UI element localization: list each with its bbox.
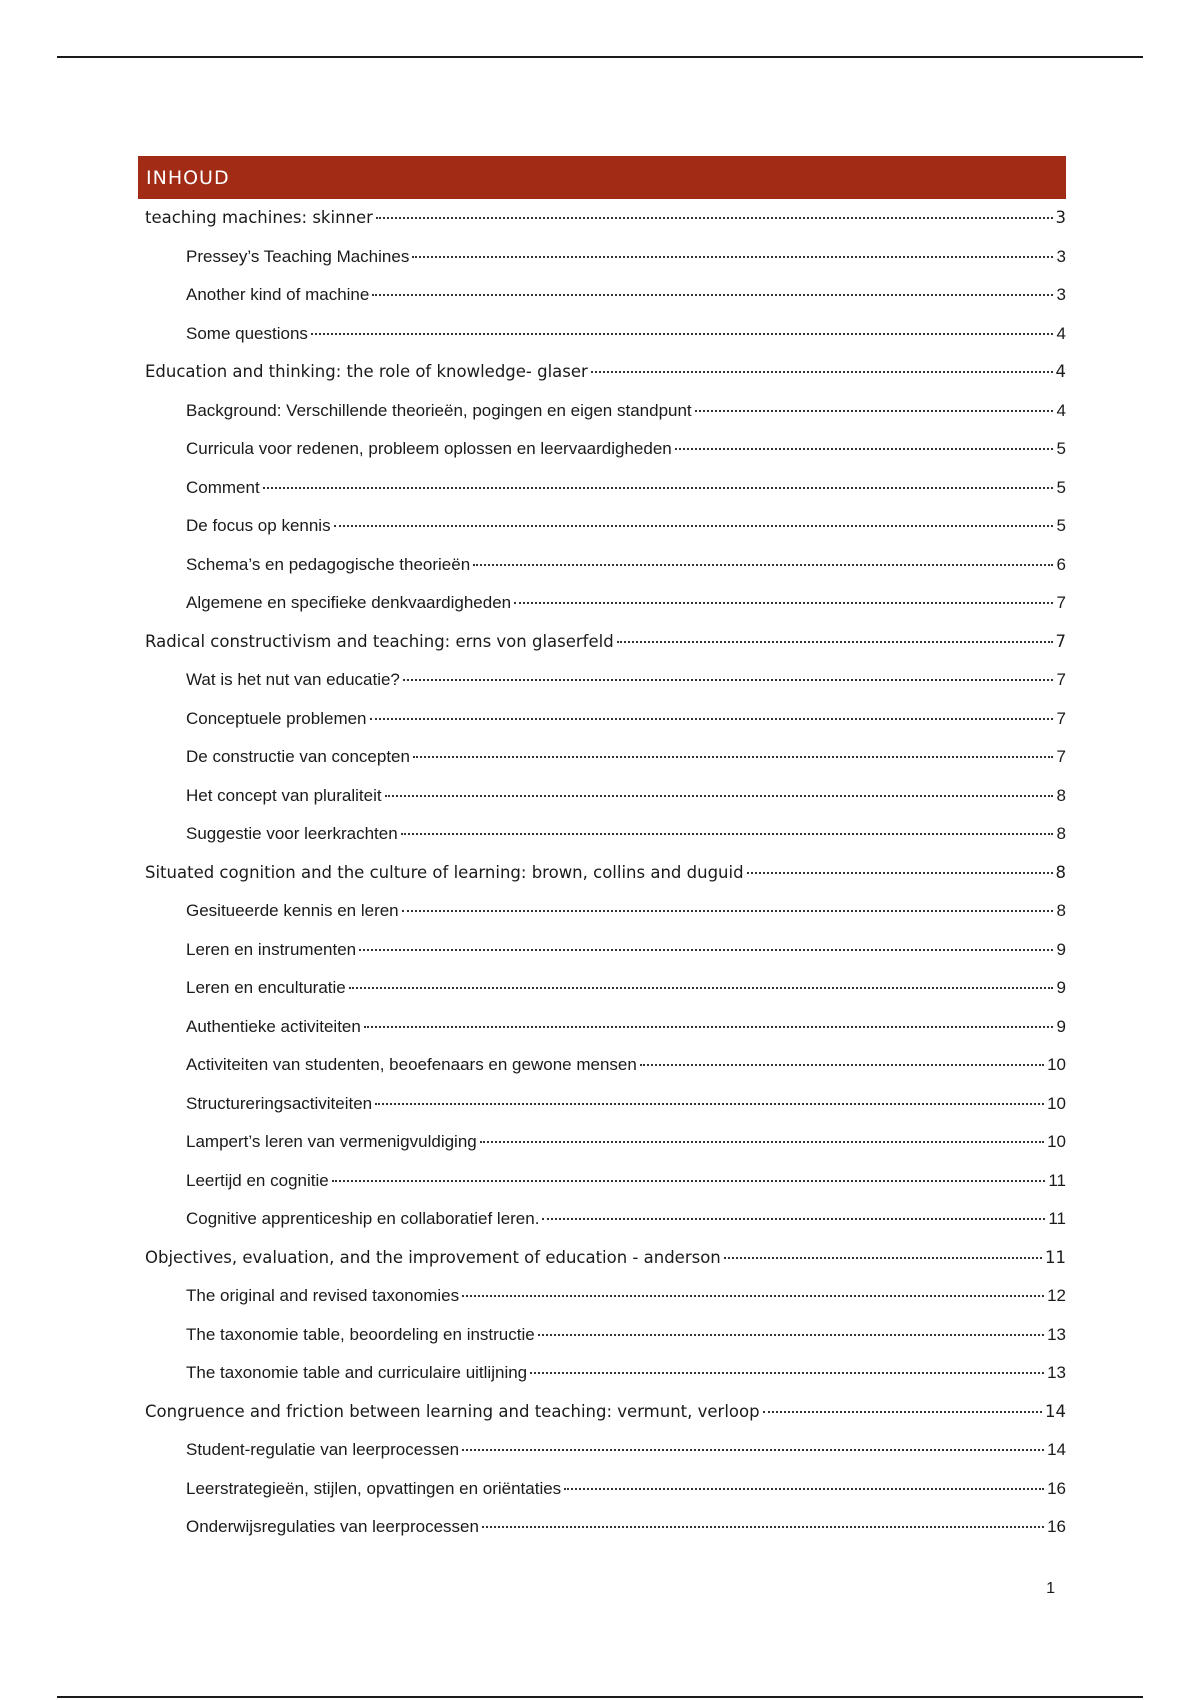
table-of-contents bbox=[138, 156, 1066, 1547]
toc-section-entry[interactable] bbox=[138, 815, 1066, 854]
toc-section-entry[interactable] bbox=[138, 931, 1066, 970]
toc-chapter-entry[interactable] bbox=[138, 199, 1066, 238]
toc-chapter-entry[interactable] bbox=[138, 1239, 1066, 1278]
dot-leader bbox=[564, 1488, 1044, 1490]
dot-leader bbox=[480, 1141, 1044, 1143]
dot-leader bbox=[412, 256, 1053, 258]
toc-chapter-entry[interactable] bbox=[138, 854, 1066, 893]
toc-entry-page: 6 bbox=[1056, 554, 1066, 574]
dot-leader bbox=[402, 910, 1053, 912]
dot-leader bbox=[375, 1103, 1044, 1105]
toc-entry-page: 10 bbox=[1047, 1055, 1066, 1074]
toc-section-entry[interactable] bbox=[138, 507, 1066, 546]
toc-section-entry[interactable] bbox=[138, 1162, 1066, 1201]
toc-entry-page: 9 bbox=[1056, 1016, 1066, 1036]
toc-entry-page: 16 bbox=[1047, 1517, 1066, 1536]
toc-entry-title: Activiteiten van studenten, beoefenaars en gewone mensen bbox=[186, 1055, 637, 1074]
dot-leader bbox=[462, 1295, 1044, 1297]
toc-entry-title: Gesitueerde kennis en leren bbox=[186, 901, 399, 920]
dot-leader bbox=[334, 525, 1053, 527]
toc-entry-title: Schema’s en pedagogische theorieën bbox=[186, 554, 471, 574]
toc-section-entry[interactable] bbox=[138, 661, 1066, 700]
toc-entry-page: 4 bbox=[1056, 400, 1066, 420]
toc-entry-page: 14 bbox=[1047, 1440, 1066, 1459]
toc-chapter-entry[interactable] bbox=[138, 1393, 1066, 1432]
toc-section-entry[interactable] bbox=[138, 584, 1066, 623]
toc-entry-page: 7 bbox=[1056, 708, 1066, 728]
toc-entry-title: Wat is het nut van educatie? bbox=[186, 670, 400, 689]
toc-entry-title: Authentieke activiteiten bbox=[186, 1016, 361, 1036]
toc-entry-page: 11 bbox=[1048, 1170, 1066, 1190]
dot-leader bbox=[370, 718, 1053, 720]
dot-leader bbox=[675, 448, 1053, 450]
toc-entry-title: Lampert’s leren van vermenigvuldiging bbox=[186, 1132, 477, 1151]
toc-entry-title: Curricula voor redenen, probleem oplossen en leervaardigheden bbox=[186, 439, 672, 458]
toc-entry-page: 3 bbox=[1056, 285, 1066, 304]
page-number: 1 bbox=[1046, 1580, 1055, 1597]
toc-entry-page: 9 bbox=[1056, 978, 1066, 997]
toc-entry-page: 5 bbox=[1056, 439, 1066, 458]
toc-section-entry[interactable] bbox=[138, 430, 1066, 469]
dot-leader bbox=[364, 1026, 1053, 1028]
toc-entry-page: 8 bbox=[1056, 785, 1066, 805]
toc-chapter-entry[interactable] bbox=[138, 353, 1066, 392]
dot-leader bbox=[724, 1257, 1042, 1259]
toc-entry-page: 4 bbox=[1055, 362, 1066, 381]
toc-entry-title: Background: Verschillende theorieën, pogingen en eigen standpunt bbox=[186, 400, 692, 420]
toc-entry-title: teaching machines: skinner bbox=[145, 208, 373, 227]
toc-entry-title: Education and thinking: the role of knowledge- glaser bbox=[145, 362, 588, 381]
toc-section-entry[interactable] bbox=[138, 1200, 1066, 1239]
toc-section-entry[interactable] bbox=[138, 315, 1066, 354]
toc-entry-page: 10 bbox=[1047, 1093, 1066, 1113]
toc-section-entry[interactable] bbox=[138, 1123, 1066, 1162]
toc-section-entry[interactable] bbox=[138, 238, 1066, 277]
toc-entry-title: De constructie van concepten bbox=[186, 747, 410, 766]
toc-entry-page: 4 bbox=[1056, 323, 1066, 343]
toc-entry-title: Radical constructivism and teaching: erns von glaserfeld bbox=[145, 631, 614, 651]
toc-entry-page: 8 bbox=[1056, 824, 1066, 843]
toc-section-entry[interactable] bbox=[138, 469, 1066, 508]
dot-leader bbox=[514, 602, 1053, 604]
toc-entry-title: Suggestie voor leerkrachten bbox=[186, 824, 398, 843]
toc-section-entry[interactable] bbox=[138, 700, 1066, 739]
dot-leader bbox=[462, 1449, 1044, 1451]
toc-entry-page: 13 bbox=[1047, 1324, 1066, 1344]
toc-entry-title: Leertijd en cognitie bbox=[186, 1170, 329, 1190]
toc-entry-title: The taxonomie table and curriculaire uitlijning bbox=[186, 1363, 528, 1382]
toc-entry-title: Het concept van pluraliteit bbox=[186, 785, 382, 805]
toc-section-entry[interactable] bbox=[138, 1508, 1066, 1547]
toc-entry-page: 11 bbox=[1045, 1247, 1066, 1267]
dot-leader bbox=[311, 333, 1053, 335]
dot-leader bbox=[530, 1372, 1044, 1374]
toc-header bbox=[138, 156, 1066, 199]
toc-entry-page: 9 bbox=[1056, 939, 1066, 959]
dot-leader bbox=[763, 1411, 1042, 1413]
toc-entry-page: 10 bbox=[1047, 1132, 1066, 1151]
toc-section-entry[interactable] bbox=[138, 276, 1066, 315]
toc-entry-page: 8 bbox=[1055, 862, 1066, 882]
toc-section-entry[interactable] bbox=[138, 1470, 1066, 1509]
toc-entry-title: Congruence and friction between learning and teaching: vermunt, verloop bbox=[145, 1401, 760, 1421]
dot-leader bbox=[372, 294, 1053, 296]
toc-entry-title: Onderwijsregulaties van leerprocessen bbox=[186, 1517, 479, 1536]
toc-section-entry[interactable] bbox=[138, 1046, 1066, 1085]
toc-entry-page: 8 bbox=[1056, 901, 1066, 920]
dot-leader bbox=[263, 487, 1053, 489]
toc-entry-title: Structureringsactiviteiten bbox=[186, 1093, 373, 1113]
dot-leader bbox=[640, 1064, 1044, 1066]
dot-leader bbox=[401, 833, 1053, 835]
toc-section-entry[interactable] bbox=[138, 1085, 1066, 1124]
toc-entry-title: Objectives, evaluation, and the improvement of education - anderson bbox=[145, 1247, 721, 1267]
dot-leader bbox=[413, 756, 1053, 758]
toc-entry-title: Comment bbox=[186, 477, 260, 497]
toc-entry-title: Some questions bbox=[186, 323, 308, 343]
toc-entry-title: The taxonomie table, beoordeling en instructie bbox=[186, 1324, 535, 1344]
toc-entry-page: 5 bbox=[1056, 516, 1066, 535]
toc-section-entry[interactable] bbox=[138, 1008, 1066, 1047]
toc-section-entry[interactable] bbox=[138, 1431, 1066, 1470]
toc-entry-title: The original and revised taxonomies bbox=[186, 1286, 460, 1305]
dot-leader bbox=[385, 795, 1053, 797]
toc-entry-page: 7 bbox=[1056, 593, 1066, 612]
toc-title: INHOUD bbox=[146, 166, 230, 189]
toc-entry-page: 11 bbox=[1048, 1209, 1066, 1228]
toc-entry-page: 7 bbox=[1056, 747, 1066, 766]
toc-entry-title: Cognitive apprenticeship en collaboratief leren. bbox=[186, 1209, 540, 1228]
top-rule bbox=[57, 56, 1143, 58]
dot-leader bbox=[376, 217, 1053, 219]
dot-leader bbox=[538, 1334, 1044, 1336]
dot-leader bbox=[332, 1180, 1046, 1182]
toc-entry-page: 14 bbox=[1045, 1401, 1066, 1421]
toc-entry-page: 3 bbox=[1056, 246, 1066, 266]
toc-entry-title: Leerstrategieën, stijlen, opvattingen en oriëntaties bbox=[186, 1478, 562, 1498]
toc-entry-title: Student-regulatie van leerprocessen bbox=[186, 1440, 460, 1459]
bottom-rule bbox=[57, 1696, 1143, 1698]
dot-leader bbox=[403, 679, 1053, 681]
dot-leader bbox=[473, 564, 1053, 566]
toc-entry-title: Situated cognition and the culture of learning: brown, collins and duguid bbox=[145, 862, 744, 882]
toc-section-entry[interactable] bbox=[138, 1316, 1066, 1355]
toc-entry-title: Pressey’s Teaching Machines bbox=[186, 246, 410, 266]
toc-entry-title: Leren en instrumenten bbox=[186, 939, 357, 959]
toc-entry-page: 3 bbox=[1055, 208, 1066, 227]
toc-section-entry[interactable] bbox=[138, 892, 1066, 931]
dot-leader bbox=[542, 1218, 1045, 1220]
dot-leader bbox=[591, 371, 1053, 373]
toc-entry-page: 7 bbox=[1056, 670, 1066, 689]
toc-section-entry[interactable] bbox=[138, 392, 1066, 431]
toc-list bbox=[138, 199, 1066, 1547]
dot-leader bbox=[695, 410, 1053, 412]
toc-section-entry[interactable] bbox=[138, 1277, 1066, 1316]
toc-section-entry[interactable] bbox=[138, 777, 1066, 816]
dot-leader bbox=[747, 872, 1053, 874]
toc-entry-title: Another kind of machine bbox=[186, 285, 370, 304]
toc-entry-page: 16 bbox=[1047, 1478, 1066, 1498]
toc-chapter-entry[interactable] bbox=[138, 623, 1066, 662]
toc-section-entry[interactable] bbox=[138, 1354, 1066, 1393]
toc-entry-title: Algemene en specifieke denkvaardigheden bbox=[186, 593, 512, 612]
toc-entry-title: Leren en enculturatie bbox=[186, 978, 346, 997]
toc-entry-page: 12 bbox=[1047, 1286, 1066, 1305]
toc-entry-title: Conceptuele problemen bbox=[186, 708, 367, 728]
toc-entry-page: 7 bbox=[1055, 631, 1066, 651]
toc-entry-title: De focus op kennis bbox=[186, 516, 331, 535]
toc-entry-page: 5 bbox=[1056, 477, 1066, 497]
toc-section-entry[interactable] bbox=[138, 738, 1066, 777]
dot-leader bbox=[617, 641, 1053, 643]
toc-entry-page: 13 bbox=[1047, 1363, 1066, 1382]
dot-leader bbox=[349, 987, 1053, 989]
dot-leader bbox=[359, 949, 1053, 951]
toc-section-entry[interactable] bbox=[138, 969, 1066, 1008]
dot-leader bbox=[482, 1526, 1044, 1528]
toc-section-entry[interactable] bbox=[138, 546, 1066, 585]
